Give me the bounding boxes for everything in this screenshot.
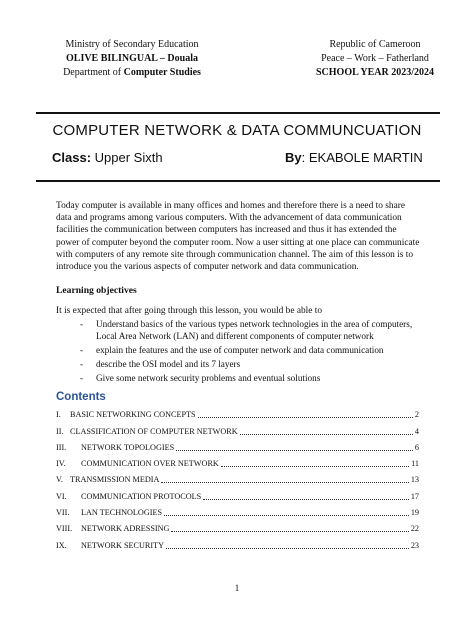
- intro-line: facilities the communication between computers has increased and thus it has extended the: [56, 225, 397, 236]
- intro-line: data and programs among various computers. With the advancement of data communication: [56, 213, 402, 224]
- country-line: Republic of Cameroon: [329, 39, 421, 50]
- objective-text: describe the OSI model and its 7 layers: [96, 359, 241, 369]
- title-bottom-rule: [36, 180, 440, 182]
- toc-leader-dots: [161, 481, 408, 483]
- toc-leader-dots: [164, 514, 409, 516]
- toc-entry[interactable]: [56, 486, 419, 502]
- toc-entry[interactable]: [56, 503, 419, 519]
- class-value: Upper Sixth: [91, 150, 163, 165]
- objective-text: Give some network security problems and eventual solutions: [96, 373, 321, 383]
- toc-title: NETWORK TOPOLOGIES: [81, 442, 175, 452]
- toc-title: BASIC NETWORKING CONCEPTS: [70, 410, 196, 420]
- toc-page-number: 4: [414, 426, 419, 436]
- objective-item: [80, 318, 430, 342]
- header-right-block: [300, 38, 450, 80]
- department-line: [52, 66, 212, 80]
- toc-leader-dots: [203, 498, 409, 500]
- toc-leader-dots: [166, 547, 409, 549]
- toc-page-number: 13: [410, 475, 419, 485]
- toc-page-number: 6: [414, 442, 419, 452]
- header-left-block: [52, 38, 212, 80]
- objectives-intro: It is expected that after going through this lesson, you would be able to: [56, 306, 323, 316]
- school-year-line: SCHOOL YEAR 2023/2024: [316, 67, 434, 78]
- author-label: By: [285, 150, 302, 165]
- contents-heading: Contents: [56, 391, 106, 403]
- bullet-dash: -: [80, 319, 84, 329]
- toc-number: VI.: [56, 491, 67, 501]
- toc-page-number: 17: [410, 491, 419, 501]
- toc-title: COMMUNICATION OVER NETWORK: [81, 459, 219, 469]
- intro-line: power of computer beyond the computer room. Now a user sitting at one place can communicate: [56, 237, 420, 248]
- title-top-rule: [36, 112, 440, 114]
- department-name: Computer Studies: [123, 67, 201, 78]
- intro-line: with computers of any remote site through communication channel. The aim of this lesson is to: [56, 249, 414, 260]
- toc-title: NETWORK SECURITY: [81, 540, 165, 550]
- toc-number: IX.: [56, 540, 67, 550]
- department-prefix: Department of: [63, 67, 124, 78]
- toc-entry[interactable]: [56, 405, 419, 421]
- page-number: 1: [234, 583, 240, 593]
- toc-title: TRANSMISSION MEDIA: [70, 475, 160, 485]
- document-title: COMPUTER NETWORK & DATA COMMUNCUATION: [52, 122, 422, 139]
- author-value: : EKABOLE MARTIN: [301, 150, 423, 165]
- toc-number: IV.: [56, 459, 66, 469]
- toc-leader-dots: [198, 416, 413, 418]
- objective-item: [80, 372, 430, 384]
- author-line: [285, 150, 423, 165]
- objective-text: explain the features and the use of computer network and data communication: [96, 345, 384, 355]
- toc-number: II.: [56, 426, 64, 436]
- bullet-dash: -: [80, 345, 84, 355]
- toc-number: VII.: [56, 508, 70, 518]
- toc-entry[interactable]: [56, 454, 419, 470]
- toc-leader-dots: [171, 530, 408, 532]
- objective-text: Understand basics of the various types network technologies in the area of computers, Local Area Network (LAN) and different components of computer network: [96, 319, 413, 341]
- toc-title: COMMUNICATION PROTOCOLS: [81, 491, 202, 501]
- ministry-line: Ministry of Secondary Education: [65, 39, 199, 50]
- bullet-dash: -: [80, 359, 84, 369]
- class-label: Class:: [52, 150, 92, 165]
- intro-paragraph: [56, 200, 420, 273]
- objective-item: [80, 358, 430, 370]
- toc-page-number: 23: [410, 540, 419, 550]
- school-name-line: OLIVE BILINGUAL – Douala: [66, 53, 198, 64]
- toc-page-number: 22: [410, 524, 419, 534]
- toc-leader-dots: [221, 465, 409, 467]
- class-line: [52, 150, 163, 165]
- toc-number: III.: [56, 442, 67, 452]
- toc-page-number: 19: [410, 508, 419, 518]
- objectives-heading: Learning objectives: [56, 285, 137, 296]
- motto-line: Peace – Work – Fatherland: [321, 53, 429, 64]
- toc-entry[interactable]: [56, 470, 419, 486]
- toc-entry[interactable]: [56, 438, 419, 454]
- toc-entry[interactable]: [56, 421, 419, 437]
- toc-leader-dots: [176, 449, 413, 451]
- toc-leader-dots: [240, 433, 413, 435]
- table-of-contents: [56, 405, 419, 552]
- toc-page-number: 2: [414, 410, 419, 420]
- toc-number: I.: [56, 410, 61, 420]
- toc-title: LAN TECHNOLOGIES: [81, 508, 163, 518]
- toc-entry[interactable]: [56, 519, 419, 535]
- intro-line: Today computer is available in many offices and homes and therefore there is a need to share: [56, 201, 406, 211]
- objective-item: [80, 344, 430, 356]
- toc-entry[interactable]: [56, 535, 419, 551]
- bullet-dash: -: [80, 373, 84, 383]
- toc-title: NETWORK ADRESSING: [81, 524, 170, 534]
- toc-title: CLASSIFICATION OF COMPUTER NETWORK: [70, 426, 238, 436]
- toc-number: VIII.: [56, 524, 73, 534]
- objectives-list: [80, 318, 430, 386]
- toc-page-number: 11: [411, 459, 419, 469]
- intro-line: introduce you the various aspects of computer network and data communication.: [56, 262, 359, 273]
- toc-number: V.: [56, 475, 63, 485]
